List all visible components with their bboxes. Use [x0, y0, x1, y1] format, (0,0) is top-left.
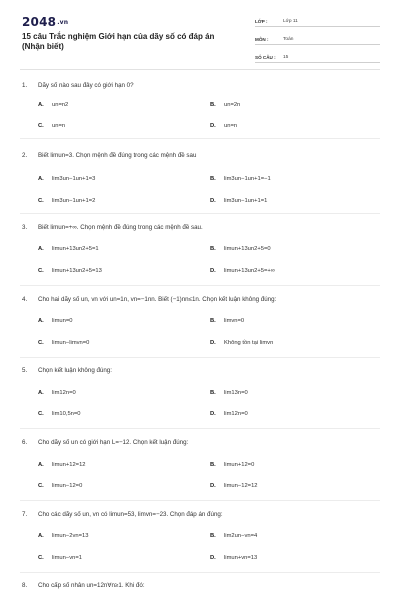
question-stem: Cho dãy số un có giới hạn L=−12. Chọn kết luận đúng: — [38, 439, 189, 446]
option-text: limun−12=0 — [52, 483, 83, 489]
option-text: limun+13un2+5=1 — [52, 246, 99, 252]
question-text — [22, 224, 382, 231]
meta-row-class — [255, 14, 380, 27]
option-letter: D. — [210, 268, 216, 274]
question-stem: Dãy số nào sau đây có giới hạn 0? — [38, 82, 134, 89]
question-stem: Cho các dãy số un, vn có limun=53, limvn=−23. Chọn đáp án đúng: — [38, 511, 223, 518]
option-text: Không tồn tại limvn — [224, 340, 274, 346]
question-divider — [20, 138, 380, 139]
option-d[interactable] — [210, 198, 267, 204]
logo-text: 2048 — [22, 15, 57, 29]
option-text: limun−limvn=0 — [52, 340, 90, 346]
document-meta — [255, 14, 380, 68]
option-text: lim10,5n=0 — [52, 411, 81, 417]
option-letter: B. — [210, 390, 216, 396]
option-text: limun−2vn=13 — [52, 533, 89, 539]
option-letter: D. — [210, 123, 216, 129]
question-text — [22, 582, 382, 589]
option-letter: D. — [210, 198, 216, 204]
option-letter: D. — [210, 555, 216, 561]
option-d[interactable] — [210, 555, 257, 561]
option-text: un=n — [52, 123, 66, 129]
option-d[interactable] — [210, 340, 273, 346]
option-text: un=n — [224, 123, 238, 129]
option-letter: B. — [210, 533, 216, 539]
question-text — [22, 296, 382, 303]
option-letter: C. — [38, 340, 44, 346]
option-text: lim3un−1un+1=3 — [52, 176, 96, 182]
question-divider — [20, 572, 380, 573]
question-text — [22, 82, 382, 89]
option-c[interactable] — [38, 555, 82, 561]
option-text: limvn=0 — [224, 318, 245, 324]
question-number: 4. — [22, 296, 28, 303]
question-text — [22, 367, 382, 374]
option-letter: B. — [210, 462, 216, 468]
option-b[interactable] — [210, 390, 248, 396]
question-stem: Cho hai dãy số un, vn với un=1n, vn=−1nn. Biết (−1)nn≤1n. Chọn kết luận không đúng: — [38, 296, 277, 303]
document-header — [0, 0, 400, 70]
question-stem: Chọn kết luận không đúng: — [38, 367, 112, 374]
option-letter: A. — [38, 533, 44, 539]
option-d[interactable] — [210, 483, 258, 489]
option-letter: C. — [38, 198, 44, 204]
option-text: limun−vn=1 — [52, 555, 82, 561]
option-text: limun+13un2+5=+∞ — [224, 268, 275, 274]
option-a[interactable] — [38, 102, 68, 108]
option-text: lim2un−vn=4 — [224, 533, 258, 539]
option-text: limun+vn=13 — [224, 555, 258, 561]
option-d[interactable] — [210, 123, 237, 129]
option-letter: B. — [210, 246, 216, 252]
option-text: limun+13un2+5=0 — [224, 246, 271, 252]
logo-tld: .vn — [57, 19, 69, 26]
option-a[interactable] — [38, 176, 95, 182]
meta-value: Lớp 11 — [283, 19, 298, 24]
question-text — [22, 439, 382, 446]
option-c[interactable] — [38, 198, 95, 204]
meta-label: MÔN : — [255, 37, 269, 42]
option-b[interactable] — [210, 318, 244, 324]
option-text: limun+12=0 — [224, 462, 255, 468]
option-text: limun+12=12 — [52, 462, 86, 468]
option-c[interactable] — [38, 268, 102, 274]
question-text — [22, 511, 382, 518]
question-number: 6. — [22, 439, 28, 446]
option-text: lim3un−1un+1=1 — [224, 198, 268, 204]
option-text: limun−12=12 — [224, 483, 258, 489]
question-stem: Biết limun=+∞. Chọn mệnh đề đúng trong các mệnh đề sau. — [38, 224, 203, 231]
option-letter: C. — [38, 555, 44, 561]
document-title: 15 câu Trắc nghiệm Giới hạn của dãy số có đáp án (Nhận biết) — [22, 32, 215, 51]
option-letter: C. — [38, 268, 44, 274]
option-letter: B. — [210, 102, 216, 108]
question-divider — [20, 357, 380, 358]
option-text: lim12n=0 — [52, 390, 76, 396]
option-text: limun+13un2+5=13 — [52, 268, 102, 274]
option-a[interactable] — [38, 318, 72, 324]
meta-row-count — [255, 50, 380, 63]
option-d[interactable] — [210, 268, 275, 274]
question-number: 7. — [22, 511, 28, 518]
option-letter: D. — [210, 340, 216, 346]
question-number: 8. — [22, 582, 28, 589]
option-text: lim3un−1un+1=−1 — [224, 176, 271, 182]
option-text: lim3un−1un+1=2 — [52, 198, 96, 204]
option-letter: C. — [38, 483, 44, 489]
question-number: 3. — [22, 224, 28, 231]
option-c[interactable] — [38, 123, 65, 129]
option-text: lim12n=0 — [224, 411, 248, 417]
meta-label: SỐ CÂU : — [255, 55, 276, 60]
option-letter: A. — [38, 102, 44, 108]
question-text — [22, 152, 382, 159]
option-text: un=2n — [224, 102, 241, 108]
question-divider — [20, 213, 380, 214]
option-a[interactable] — [38, 390, 76, 396]
option-d[interactable] — [210, 411, 248, 417]
question-number: 5. — [22, 367, 28, 374]
question-stem: Biết limun=3. Chọn mệnh đề đúng trong các mệnh đề sau — [38, 152, 197, 159]
option-a[interactable] — [38, 462, 86, 468]
option-text: limun=0 — [52, 318, 73, 324]
option-c[interactable] — [38, 411, 81, 417]
option-letter: C. — [38, 123, 44, 129]
option-letter: B. — [210, 176, 216, 182]
option-letter: D. — [210, 483, 216, 489]
question-divider — [20, 500, 380, 501]
option-a[interactable] — [38, 246, 99, 252]
option-letter: B. — [210, 318, 216, 324]
option-b[interactable] — [210, 533, 257, 539]
question-number: 1. — [22, 82, 28, 89]
option-letter: A. — [38, 246, 44, 252]
option-letter: A. — [38, 390, 44, 396]
option-b[interactable] — [210, 462, 254, 468]
meta-value: Toán — [283, 37, 294, 42]
option-letter: A. — [38, 318, 44, 324]
meta-value: 15 — [283, 55, 289, 60]
option-c[interactable] — [38, 340, 89, 346]
option-text: lim13n=0 — [224, 390, 248, 396]
header-divider — [20, 69, 380, 70]
question-stem: Cho cấp số nhân un=12n∀n≥1. Khi đó: — [38, 582, 145, 589]
site-logo[interactable] — [22, 15, 68, 29]
option-letter: A. — [38, 176, 44, 182]
option-a[interactable] — [38, 533, 88, 539]
meta-row-subject — [255, 32, 380, 45]
option-letter: A. — [38, 462, 44, 468]
question-divider — [20, 428, 380, 429]
option-letter: D. — [210, 411, 216, 417]
meta-label: LỚP : — [255, 19, 268, 24]
option-c[interactable] — [38, 483, 82, 489]
option-text: un=n2 — [52, 102, 69, 108]
option-b[interactable] — [210, 176, 271, 182]
question-divider — [20, 285, 380, 286]
option-b[interactable] — [210, 102, 240, 108]
option-letter: C. — [38, 411, 44, 417]
question-number: 2. — [22, 152, 28, 159]
option-b[interactable] — [210, 246, 271, 252]
